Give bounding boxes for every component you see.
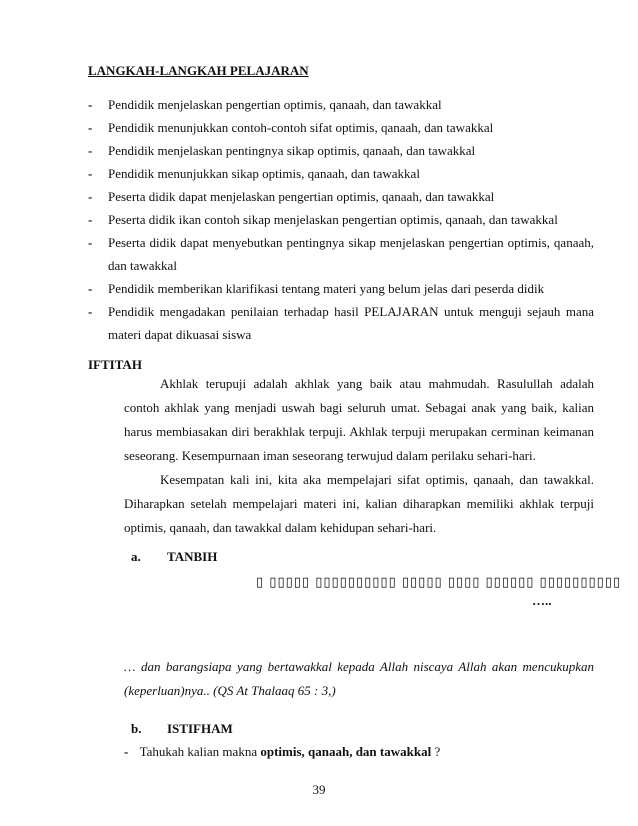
iftitah-paragraph: Akhlak terupuji adalah akhlak yang baik atau mahmudah. Rasulullah adalah contoh akhlak yang menjadi uswah bagi seluruh umat. Sebagai anak yang baik, kalian harus membiasakan diri berakhlak terpuji. Akhlak terpuji merupakan cerminan keimanan seseorang. Kesempurnaan iman seseorang terwujud dalam perilaku sehari-hari. (124, 376, 594, 463)
list-item-text: Peserta didik dapat menjelaskan pengertian optimis, qanaah, dan tawakkal (108, 189, 495, 204)
list-item-text: Pendidik memberikan klarifikasi tentang materi yang belum jelas dari peserda didik (108, 281, 545, 296)
question-suffix: ? (431, 744, 441, 759)
iftitah-paragraph: Kesempatan kali ini, kita aka mempelajari sifat optimis, qanaah, dan tawakkal. Diharapkan setelah mempelajari materi ini, kalian diharapkan memiliki akhlak terpuji optimis, qanaah, dan tawakkal dalam kehidupan sehari-hari. (124, 472, 594, 535)
list-item (88, 208, 594, 231)
istifham-label: b. (131, 721, 142, 736)
bullet-dash: - (88, 97, 93, 112)
list-item (88, 231, 594, 277)
list-item-text: Pendidik menjelaskan pengertian optimis, qanaah, dan tawakkal (108, 97, 442, 112)
arabic-verse: ▯ ▯▯▯▯▯ ▯▯▯▯▯▯▯▯▯▯ ▯▯▯▯▯ ▯▯▯▯ ▯▯▯▯▯▯ ▯▯▯▯▯▯▯▯▯▯ (256, 575, 622, 590)
iftitah-body (124, 372, 594, 540)
bullet-dash: - (88, 189, 93, 204)
list-item-text: Pendidik mengadakan penilaian terhadap hasil PELAJARAN untuk menguji sejauh mana materi dapat dikuasai siswa (108, 304, 594, 342)
verse-translation: … dan barangsiapa yang bertawakkal kepada Allah niscaya Allah akan mencukupkan (keperluan)nya.. (QS At Thalaaq 65 : 3,) (124, 659, 594, 698)
bullet-dash: - (124, 744, 129, 759)
list-item (88, 116, 594, 139)
section-heading-langkah: LANGKAH-LANGKAH PELAJARAN (88, 63, 309, 78)
tanbih-label: a. (131, 549, 141, 564)
tanbih-title: TANBIH (167, 549, 218, 564)
list-item (88, 185, 594, 208)
bullet-dash: - (88, 143, 93, 158)
list-item-text: Peserta didik ikan contoh sikap menjelaskan pengertian optimis, qanaah, dan tawakkal (108, 212, 558, 227)
bullet-dash: - (88, 166, 93, 181)
list-item-text: Peserta didik dapat menyebutkan pentingnya sikap menjelaskan pengertian optimis, qanaah, dan tawakkal (108, 235, 594, 273)
question-prefix: Tahukah kalian makna (139, 744, 261, 759)
list-item-text: Pendidik menunjukkan sikap optimis, qanaah, dan tawakkal (108, 166, 420, 181)
list-item (88, 93, 594, 116)
list-item-text: Pendidik menunjukkan contoh-contoh sifat optimis, qanaah, dan tawakkal (108, 120, 494, 135)
istifham-question (124, 744, 440, 760)
list-item (88, 162, 594, 185)
bullet-dash: - (88, 120, 93, 135)
bullet-dash: - (88, 304, 93, 319)
question-keywords: optimis, qanaah, dan tawakkal (260, 744, 432, 759)
bullet-dash: - (88, 281, 93, 296)
istifham-title: ISTIFHAM (167, 721, 233, 736)
bullet-dash: - (88, 235, 93, 250)
list-item (88, 277, 594, 300)
arabic-ellipsis: ….. (532, 593, 552, 608)
page-number: 39 (312, 782, 326, 797)
list-item (88, 139, 594, 162)
list-item (88, 300, 594, 346)
iftitah-title: IFTITAH (88, 357, 142, 372)
list-item-text: Pendidik menjelaskan pentingnya sikap optimis, qanaah, dan tawakkal (108, 143, 476, 158)
bullet-dash: - (88, 212, 93, 227)
